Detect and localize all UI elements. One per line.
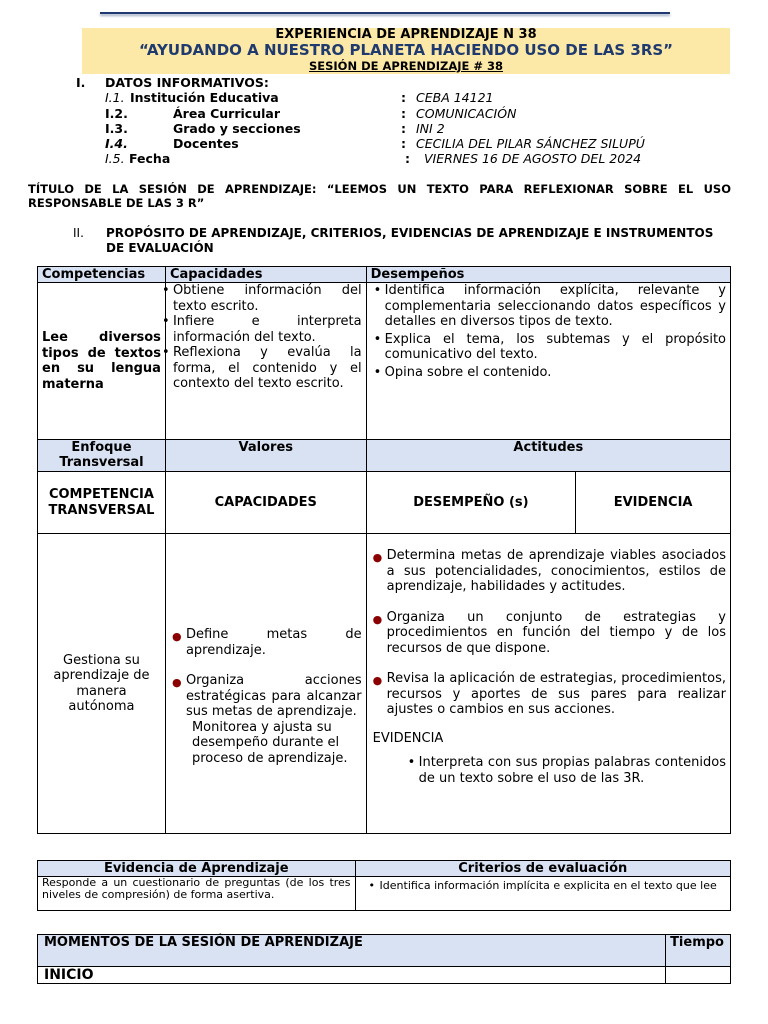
row-value: VIERNES 16 DE AGOSTO DEL 2024	[424, 151, 642, 167]
header-enfoque: Enfoque Transversal	[38, 440, 166, 472]
capacidades-cell	[165, 283, 366, 440]
evidencia-table	[37, 860, 731, 911]
row-number: I.1.	[105, 90, 125, 106]
transversal-row	[38, 534, 731, 834]
list-item: ● Organiza acciones estratégicas para alcanzar sus metas de aprendizaje.	[186, 673, 362, 720]
header-actitudes: Actitudes	[366, 440, 730, 472]
header-evidencia-aprendizaje: Evidencia de Aprendizaje	[38, 861, 356, 877]
header-competencias: Competencias	[38, 267, 166, 283]
experience-subtitle: “AYUDANDO A NUESTRO PLANETA HACIENDO USO DE LAS 3RS”	[138, 41, 674, 59]
purpose-heading	[28, 226, 731, 256]
datos-row	[76, 106, 736, 121]
session-title: SESIÓN DE APRENDIZAJE # 38	[308, 59, 504, 73]
table-header-row	[38, 267, 731, 283]
row-label: Fecha	[129, 151, 171, 167]
transversal-header-row	[38, 472, 731, 534]
list-item: • Reflexiona y evalúa la forma, el contenido y el contexto del texto escrito.	[173, 345, 362, 392]
list-item: • Explica el tema, los subtemas y el propósito comunicativo del texto.	[385, 332, 726, 363]
list-item: ● Organiza un conjunto de estrategias y procedimientos en función del tiempo y de los recursos de que dispone.	[387, 610, 726, 657]
row-separator: :	[401, 120, 406, 136]
row-label: Institución Educativa	[130, 90, 279, 106]
competencias-table	[37, 266, 731, 834]
datos-row	[76, 151, 736, 166]
header-evidencia: EVIDENCIA	[576, 472, 731, 534]
row-label: Área Curricular	[173, 105, 280, 121]
purpose-text: PROPÓSITO DE APRENDIZAJE, CRITERIOS, EVIDENCIAS DE APRENDIZAJE E INSTRUMENTOS DE EVALUACIÓN	[106, 226, 714, 255]
enfoque-header-row	[38, 440, 731, 472]
datos-heading	[76, 75, 736, 90]
evidencia-label: EVIDENCIA	[372, 730, 444, 746]
purpose-number: II.	[73, 226, 84, 240]
criterio-cell	[355, 877, 730, 911]
row-separator: :	[405, 151, 410, 167]
empty-cell	[666, 967, 731, 984]
list-item: • Interpreta con sus propias palabras contenidos de un texto sobre el uso de las 3R.	[419, 755, 726, 786]
list-item: • Identifica información explícita, relevante y complementaria seleccionando datos específicos y detalles en diversos tipos de texto.	[385, 283, 726, 330]
row-value: COMUNICACIÓN	[416, 105, 517, 121]
datos-row	[76, 136, 736, 151]
table-header-row	[38, 861, 731, 877]
evidencia-cell: Responde a un cuestionario de preguntas (de los tres niveles de compresión) de forma asertiva.	[38, 877, 356, 911]
row-number: I.2.	[105, 105, 128, 121]
desempenos-cell	[366, 283, 730, 440]
list-item: ● Revisa la aplicación de estrategias, procedimientos, recursos y aportes de sus pares para realizar ajustes o cambios en sus acciones.	[387, 671, 726, 718]
header-banner	[82, 28, 730, 74]
datos-row	[76, 121, 736, 136]
list-item: • Identifica información implícita e explicita en el texto que lee	[380, 879, 726, 892]
list-item: • Obtiene información del texto escrito.	[173, 283, 362, 314]
transversal-competencia-cell: Gestiona su aprendizaje de manera autónoma	[38, 534, 166, 834]
header-tiempo: Tiempo	[666, 935, 731, 967]
list-item: • Infiere e interpreta información del texto.	[173, 314, 362, 345]
row-separator: :	[401, 90, 406, 106]
row-label: Docentes	[173, 136, 239, 152]
experience-title: EXPERIENCIA DE APRENDIZAJE N 38	[275, 27, 537, 42]
section-title: DATOS INFORMATIVOS:	[105, 75, 269, 90]
header-desempeno: DESEMPEÑO (s)	[366, 472, 576, 534]
inicio-cell: INICIO	[38, 967, 666, 984]
section-number: I.	[76, 75, 86, 90]
header-capacidades-transversal: CAPACIDADES	[165, 472, 366, 534]
list-item: ● Determina metas de aprendizaje viables asociados a sus potencialidades, conocimientos, estilos de aprendizaje, habilidades y actitudes.	[387, 548, 726, 595]
transversal-capacidades-cell	[165, 534, 366, 834]
row-number: I.4.	[105, 136, 128, 152]
monitor-text: Monitorea y ajusta su desempeño durante el proceso de aprendizaje.	[191, 719, 348, 766]
datos-informativos	[76, 75, 736, 167]
competencia-cell: Lee diversos tipos de textos en su lengua materna	[38, 283, 166, 440]
table-header-row	[38, 935, 731, 967]
header-competencia-transversal: COMPETENCIA TRANSVERSAL	[38, 472, 166, 534]
top-rule	[100, 12, 670, 14]
row-value: CECILIA DEL PILAR SÁNCHEZ SILUPÚ	[416, 136, 645, 152]
header-capacidades: Capacidades	[165, 267, 366, 283]
row-number: I.5.	[105, 151, 125, 167]
row-separator: :	[401, 105, 406, 121]
transversal-desempenos-cell	[366, 534, 730, 834]
table-row	[38, 967, 731, 984]
header-valores: Valores	[165, 440, 366, 472]
table-row	[38, 283, 731, 440]
row-value: INI 2	[416, 120, 445, 136]
row-separator: :	[401, 136, 406, 152]
header-momentos: MOMENTOS DE LA SESIÓN DE APRENDIZAJE	[38, 935, 666, 967]
datos-row	[76, 90, 736, 105]
row-label: Grado y secciones	[173, 120, 301, 136]
row-number: I.3.	[105, 120, 128, 136]
list-item: ● Define metas de aprendizaje.	[186, 627, 362, 658]
momentos-table	[37, 934, 731, 984]
row-value: CEBA 14121	[416, 90, 494, 106]
table-row	[38, 877, 731, 911]
header-criterios: Criterios de evaluación	[355, 861, 730, 877]
session-heading: TÍTULO DE LA SESIÓN DE APRENDIZAJE: “LEEMOS UN TEXTO PARA REFLEXIONAR SOBRE EL USO RESPONSABLE DE LAS 3 R”	[28, 182, 731, 210]
list-item: • Opina sobre el contenido.	[385, 365, 726, 381]
header-desempenos: Desempeños	[366, 267, 730, 283]
